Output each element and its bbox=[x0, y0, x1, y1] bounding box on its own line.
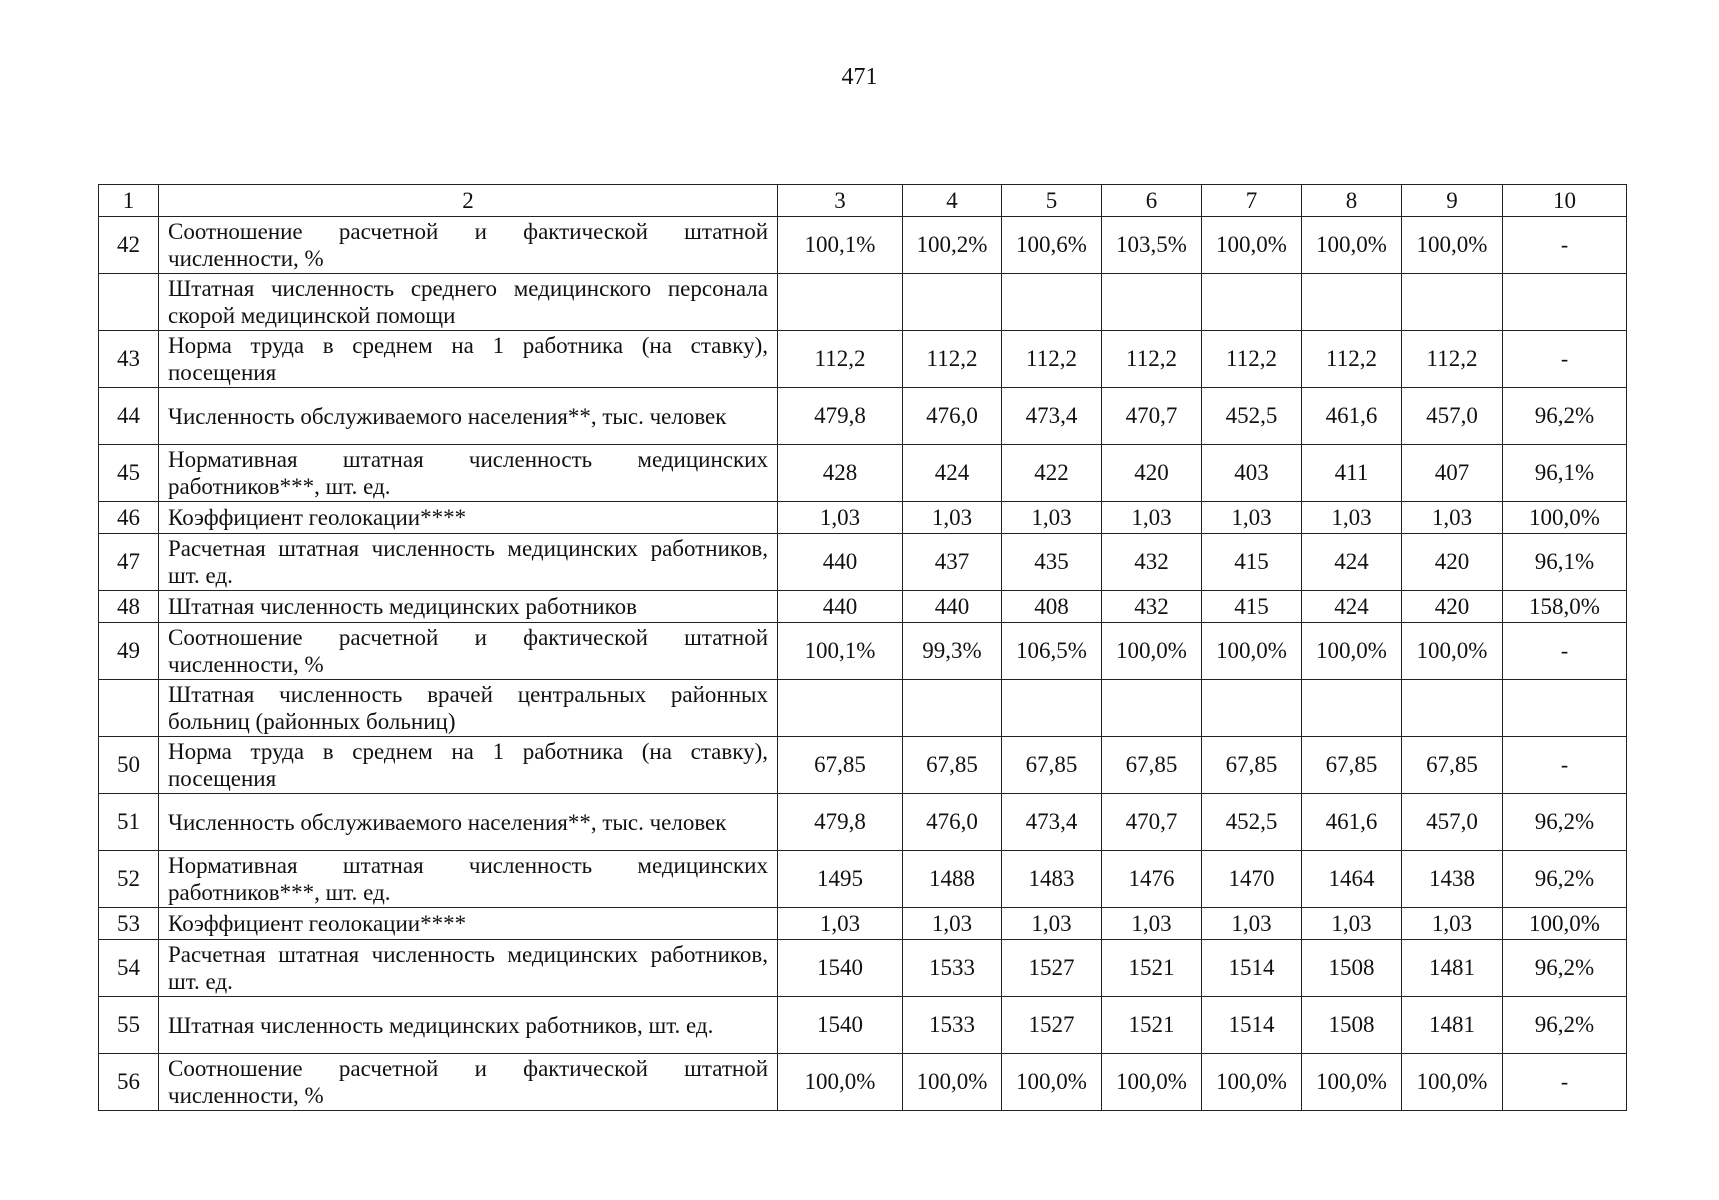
row-number: 46 bbox=[99, 502, 159, 534]
value-cell: 1,03 bbox=[1402, 502, 1503, 534]
value-cell: 100,0% bbox=[1302, 1054, 1402, 1111]
value-cell: 420 bbox=[1402, 591, 1503, 623]
row-description: Соотношение расчетной и фактической штатной численности, % bbox=[159, 217, 778, 274]
value-cell bbox=[903, 274, 1002, 331]
value-cell: 476,0 bbox=[903, 794, 1002, 851]
value-cell: 100,0% bbox=[903, 1054, 1002, 1111]
value-cell bbox=[778, 274, 903, 331]
value-cell: 67,85 bbox=[1102, 737, 1202, 794]
value-cell: 112,2 bbox=[1102, 331, 1202, 388]
value-cell: 1533 bbox=[903, 940, 1002, 997]
value-cell: 1,03 bbox=[1102, 502, 1202, 534]
value-cell: 473,4 bbox=[1002, 794, 1102, 851]
value-cell bbox=[1202, 274, 1302, 331]
table-row bbox=[99, 217, 1627, 274]
column-header: 1 bbox=[99, 185, 159, 217]
value-cell: 1,03 bbox=[1102, 908, 1202, 940]
value-cell: 1521 bbox=[1102, 940, 1202, 997]
value-cell: 67,85 bbox=[1202, 737, 1302, 794]
value-cell: 1488 bbox=[903, 851, 1002, 908]
value-cell: 1533 bbox=[903, 997, 1002, 1054]
value-cell: 428 bbox=[778, 445, 903, 502]
value-cell: 1540 bbox=[778, 940, 903, 997]
value-cell: 437 bbox=[903, 534, 1002, 591]
value-cell bbox=[1002, 680, 1102, 737]
row-number: 49 bbox=[99, 623, 159, 680]
value-cell: 1,03 bbox=[778, 908, 903, 940]
row-number: 53 bbox=[99, 908, 159, 940]
value-cell: 112,2 bbox=[903, 331, 1002, 388]
value-cell: 158,0% bbox=[1503, 591, 1627, 623]
value-cell: 1,03 bbox=[1402, 908, 1503, 940]
value-cell: 473,4 bbox=[1002, 388, 1102, 445]
value-cell: 1521 bbox=[1102, 997, 1202, 1054]
value-cell: 1,03 bbox=[778, 502, 903, 534]
value-cell: 112,2 bbox=[1002, 331, 1102, 388]
row-number bbox=[99, 274, 159, 331]
value-cell: 1514 bbox=[1202, 940, 1302, 997]
value-cell: 408 bbox=[1002, 591, 1102, 623]
value-cell: - bbox=[1503, 623, 1627, 680]
value-cell: 461,6 bbox=[1302, 388, 1402, 445]
value-cell bbox=[1402, 274, 1503, 331]
row-number: 47 bbox=[99, 534, 159, 591]
row-description: Численность обслуживаемого населения**, тыс. человек bbox=[159, 794, 778, 851]
value-cell: 100,0% bbox=[1402, 1054, 1503, 1111]
value-cell: 67,85 bbox=[1402, 737, 1503, 794]
value-cell: 420 bbox=[1402, 534, 1503, 591]
table-row bbox=[99, 388, 1627, 445]
table-row bbox=[99, 851, 1627, 908]
value-cell: 1514 bbox=[1202, 997, 1302, 1054]
row-number: 52 bbox=[99, 851, 159, 908]
value-cell: 1476 bbox=[1102, 851, 1202, 908]
value-cell: 100,0% bbox=[1102, 623, 1202, 680]
value-cell: 100,0% bbox=[1202, 1054, 1302, 1111]
value-cell: 1,03 bbox=[1302, 502, 1402, 534]
value-cell: 1438 bbox=[1402, 851, 1503, 908]
value-cell: 1470 bbox=[1202, 851, 1302, 908]
value-cell: 424 bbox=[1302, 534, 1402, 591]
row-description: Штатная численность медицинских работников bbox=[159, 591, 778, 623]
value-cell: 100,0% bbox=[1402, 217, 1503, 274]
row-number bbox=[99, 680, 159, 737]
row-number: 45 bbox=[99, 445, 159, 502]
column-header: 9 bbox=[1402, 185, 1503, 217]
row-number: 55 bbox=[99, 997, 159, 1054]
row-description: Штатная численность врачей центральных районных больниц (районных больниц) bbox=[159, 680, 778, 737]
row-description: Нормативная штатная численность медицинских работников***, шт. ед. bbox=[159, 851, 778, 908]
value-cell: 96,2% bbox=[1503, 388, 1627, 445]
value-cell: 96,2% bbox=[1503, 940, 1627, 997]
value-cell: 100,0% bbox=[1202, 623, 1302, 680]
row-description: Расчетная штатная численность медицинских работников, шт. ед. bbox=[159, 940, 778, 997]
value-cell bbox=[1102, 274, 1202, 331]
value-cell: 440 bbox=[903, 591, 1002, 623]
value-cell bbox=[1503, 680, 1627, 737]
value-cell: 1508 bbox=[1302, 997, 1402, 1054]
staffing-table bbox=[98, 184, 1627, 1111]
value-cell: - bbox=[1503, 331, 1627, 388]
value-cell: 479,8 bbox=[778, 388, 903, 445]
value-cell: 457,0 bbox=[1402, 794, 1503, 851]
column-header: 6 bbox=[1102, 185, 1202, 217]
value-cell: 415 bbox=[1202, 534, 1302, 591]
value-cell: 100,0% bbox=[1002, 1054, 1102, 1111]
value-cell: 100,0% bbox=[1302, 217, 1402, 274]
column-header: 3 bbox=[778, 185, 903, 217]
value-cell: 411 bbox=[1302, 445, 1402, 502]
table-row bbox=[99, 908, 1627, 940]
value-cell: 100,2% bbox=[903, 217, 1002, 274]
value-cell: 461,6 bbox=[1302, 794, 1402, 851]
value-cell bbox=[1503, 274, 1627, 331]
value-cell: 1540 bbox=[778, 997, 903, 1054]
value-cell: 424 bbox=[1302, 591, 1402, 623]
value-cell bbox=[1402, 680, 1503, 737]
value-cell bbox=[1202, 680, 1302, 737]
value-cell: 67,85 bbox=[1002, 737, 1102, 794]
value-cell: 457,0 bbox=[1402, 388, 1503, 445]
row-description: Соотношение расчетной и фактической штатной численности, % bbox=[159, 623, 778, 680]
value-cell: 99,3% bbox=[903, 623, 1002, 680]
row-number: 48 bbox=[99, 591, 159, 623]
value-cell: 1527 bbox=[1002, 940, 1102, 997]
row-number: 42 bbox=[99, 217, 159, 274]
column-header: 10 bbox=[1503, 185, 1627, 217]
value-cell: 100,1% bbox=[778, 217, 903, 274]
value-cell: 112,2 bbox=[778, 331, 903, 388]
value-cell: 1464 bbox=[1302, 851, 1402, 908]
value-cell bbox=[1302, 680, 1402, 737]
row-number: 43 bbox=[99, 331, 159, 388]
value-cell: 100,0% bbox=[1503, 502, 1627, 534]
value-cell: 96,2% bbox=[1503, 997, 1627, 1054]
value-cell bbox=[778, 680, 903, 737]
value-cell: 452,5 bbox=[1202, 388, 1302, 445]
value-cell: 1495 bbox=[778, 851, 903, 908]
value-cell: 435 bbox=[1002, 534, 1102, 591]
value-cell: 67,85 bbox=[903, 737, 1002, 794]
value-cell: 112,2 bbox=[1202, 331, 1302, 388]
value-cell: 403 bbox=[1202, 445, 1302, 502]
value-cell: 100,0% bbox=[1102, 1054, 1202, 1111]
table-row bbox=[99, 502, 1627, 534]
table-row bbox=[99, 737, 1627, 794]
value-cell: 96,2% bbox=[1503, 794, 1627, 851]
value-cell: 476,0 bbox=[903, 388, 1002, 445]
value-cell: 432 bbox=[1102, 534, 1202, 591]
row-number: 54 bbox=[99, 940, 159, 997]
column-header: 8 bbox=[1302, 185, 1402, 217]
row-description: Соотношение расчетной и фактической штатной численности, % bbox=[159, 1054, 778, 1111]
row-description: Штатная численность медицинских работников, шт. ед. bbox=[159, 997, 778, 1054]
row-description: Норма труда в среднем на 1 работника (на ставку), посещения bbox=[159, 737, 778, 794]
value-cell: 479,8 bbox=[778, 794, 903, 851]
row-description: Коэффициент геолокации**** bbox=[159, 502, 778, 534]
value-cell: 96,1% bbox=[1503, 445, 1627, 502]
value-cell bbox=[903, 680, 1002, 737]
row-description: Нормативная штатная численность медицинских работников***, шт. ед. bbox=[159, 445, 778, 502]
value-cell: 1481 bbox=[1402, 940, 1503, 997]
table-body bbox=[99, 185, 1627, 1111]
value-cell: 100,1% bbox=[778, 623, 903, 680]
row-number: 50 bbox=[99, 737, 159, 794]
value-cell bbox=[1002, 274, 1102, 331]
table-row bbox=[99, 794, 1627, 851]
value-cell: 100,0% bbox=[1503, 908, 1627, 940]
table-row bbox=[99, 591, 1627, 623]
value-cell: 106,5% bbox=[1002, 623, 1102, 680]
value-cell: 1481 bbox=[1402, 997, 1503, 1054]
value-cell: 1,03 bbox=[1002, 502, 1102, 534]
value-cell: 1483 bbox=[1002, 851, 1102, 908]
value-cell: 100,0% bbox=[778, 1054, 903, 1111]
value-cell: 415 bbox=[1202, 591, 1302, 623]
table-row bbox=[99, 331, 1627, 388]
table-row bbox=[99, 940, 1627, 997]
value-cell: 1,03 bbox=[1002, 908, 1102, 940]
table-row bbox=[99, 623, 1627, 680]
table-row bbox=[99, 680, 1627, 737]
value-cell: 422 bbox=[1002, 445, 1102, 502]
value-cell: 452,5 bbox=[1202, 794, 1302, 851]
value-cell: 1,03 bbox=[903, 502, 1002, 534]
value-cell: 1,03 bbox=[903, 908, 1002, 940]
value-cell: 407 bbox=[1402, 445, 1503, 502]
value-cell: 1,03 bbox=[1302, 908, 1402, 940]
value-cell: 1527 bbox=[1002, 997, 1102, 1054]
row-number: 44 bbox=[99, 388, 159, 445]
row-number: 51 bbox=[99, 794, 159, 851]
value-cell: 103,5% bbox=[1102, 217, 1202, 274]
table-row bbox=[99, 274, 1627, 331]
column-header-row bbox=[99, 185, 1627, 217]
value-cell bbox=[1102, 680, 1202, 737]
table-row bbox=[99, 445, 1627, 502]
value-cell: 1,03 bbox=[1202, 908, 1302, 940]
column-header: 7 bbox=[1202, 185, 1302, 217]
row-description: Коэффициент геолокации**** bbox=[159, 908, 778, 940]
value-cell: 432 bbox=[1102, 591, 1202, 623]
value-cell: 420 bbox=[1102, 445, 1202, 502]
value-cell: 100,0% bbox=[1302, 623, 1402, 680]
value-cell: 1508 bbox=[1302, 940, 1402, 997]
value-cell: 440 bbox=[778, 591, 903, 623]
row-description: Норма труда в среднем на 1 работника (на ставку), посещения bbox=[159, 331, 778, 388]
column-header: 5 bbox=[1002, 185, 1102, 217]
table-row bbox=[99, 1054, 1627, 1111]
column-header: 4 bbox=[903, 185, 1002, 217]
value-cell: 100,0% bbox=[1402, 623, 1503, 680]
column-header: 2 bbox=[159, 185, 778, 217]
row-description: Штатная численность среднего медицинского персонала скорой медицинской помощи bbox=[159, 274, 778, 331]
value-cell: 67,85 bbox=[1302, 737, 1402, 794]
value-cell: 470,7 bbox=[1102, 388, 1202, 445]
value-cell: 96,2% bbox=[1503, 851, 1627, 908]
value-cell: 440 bbox=[778, 534, 903, 591]
value-cell bbox=[1302, 274, 1402, 331]
table-row bbox=[99, 997, 1627, 1054]
value-cell: 112,2 bbox=[1302, 331, 1402, 388]
value-cell: 1,03 bbox=[1202, 502, 1302, 534]
value-cell: 100,0% bbox=[1202, 217, 1302, 274]
value-cell: - bbox=[1503, 1054, 1627, 1111]
value-cell: 100,6% bbox=[1002, 217, 1102, 274]
value-cell: 470,7 bbox=[1102, 794, 1202, 851]
value-cell: 424 bbox=[903, 445, 1002, 502]
value-cell: - bbox=[1503, 217, 1627, 274]
page-number: 471 bbox=[841, 64, 878, 90]
value-cell: 112,2 bbox=[1402, 331, 1503, 388]
row-description: Численность обслуживаемого населения**, тыс. человек bbox=[159, 388, 778, 445]
value-cell: - bbox=[1503, 737, 1627, 794]
table-row bbox=[99, 534, 1627, 591]
row-description: Расчетная штатная численность медицинских работников, шт. ед. bbox=[159, 534, 778, 591]
row-number: 56 bbox=[99, 1054, 159, 1111]
value-cell: 67,85 bbox=[778, 737, 903, 794]
value-cell: 96,1% bbox=[1503, 534, 1627, 591]
